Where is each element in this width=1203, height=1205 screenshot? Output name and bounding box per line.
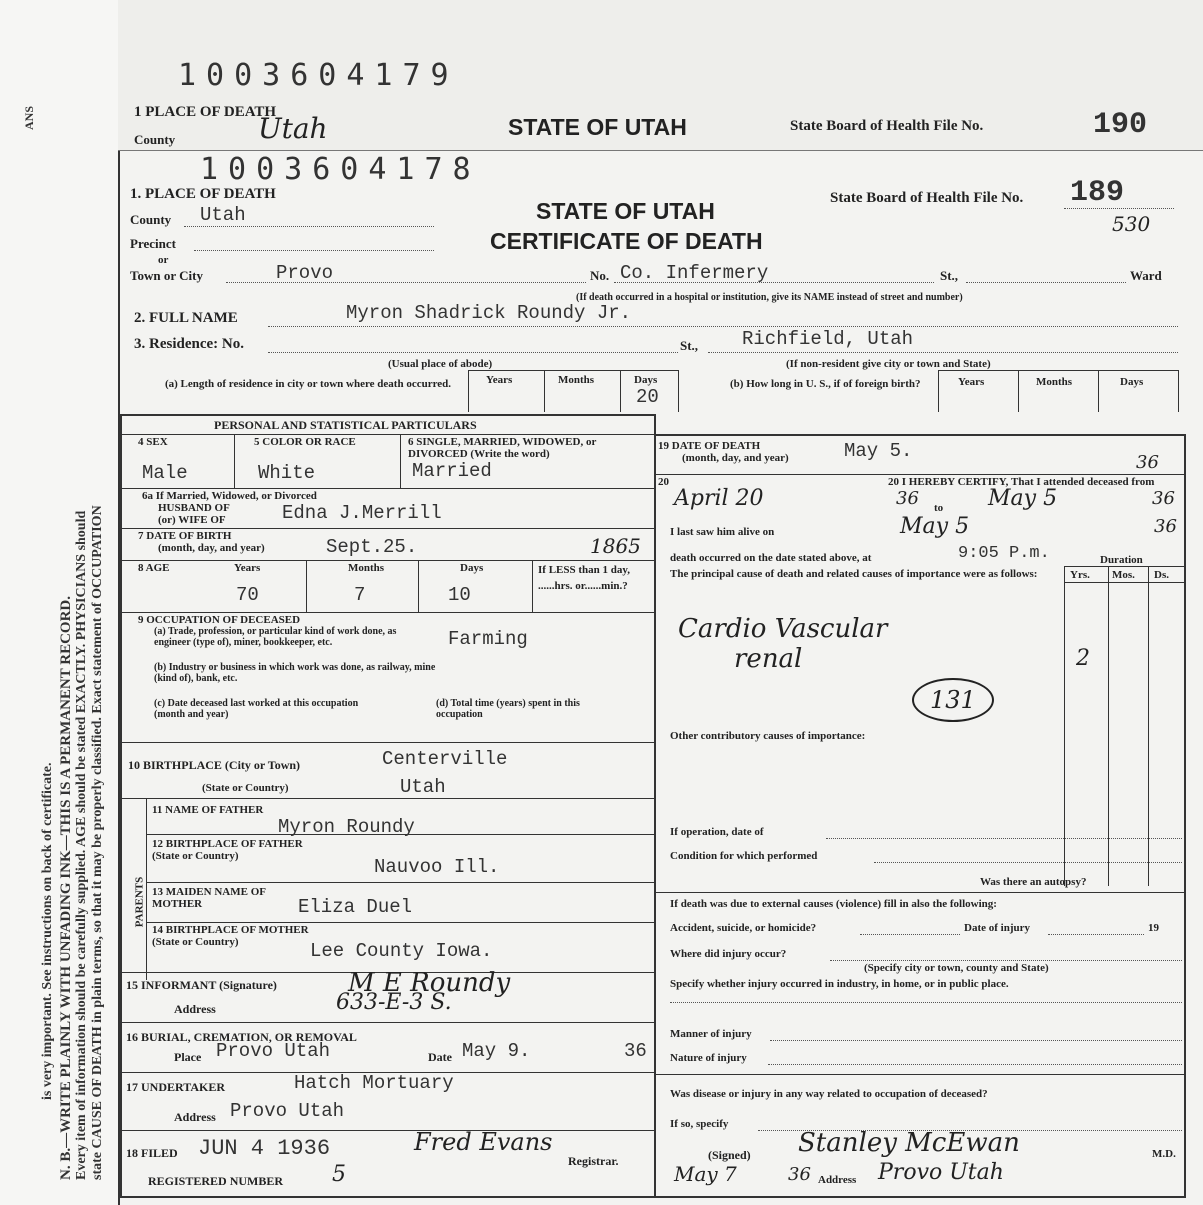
or-label: or [158, 254, 169, 266]
physician-address-label: Address [818, 1174, 857, 1186]
last-saw-year: 36 [1154, 516, 1177, 537]
instruction-line-2: Every item of information should be carefully supplied. AGE should be stated EXACTLY. PHYSICIANS should [74, 510, 89, 1180]
age-months-value: 7 [354, 584, 366, 606]
residence-months-label: Months [558, 374, 595, 386]
birthplace-state-value: Utah [400, 776, 446, 798]
undertaker-address-label: Address [174, 1110, 216, 1124]
marital-value: Married [412, 460, 492, 482]
back-file-label: State Board of Health File No. [790, 118, 984, 134]
principal-cause-label: The principal cause of death and related causes of importance were as follows: [670, 568, 1038, 580]
us-years-label: Years [958, 376, 985, 388]
back-certificate [118, 0, 1203, 151]
nature-label: Nature of injury [670, 1052, 747, 1064]
certify-label: 20 I HEREBY CERTIFY, That I attended deceased from [888, 476, 1155, 488]
residence-days-value: 20 [636, 386, 659, 408]
dod-label: 19 DATE OF DEATH [658, 440, 761, 452]
burial-place-label: Place [174, 1050, 202, 1064]
instruction-sidebar [0, 0, 120, 1205]
dob-year: 1865 [590, 534, 641, 558]
street-label: St., [940, 268, 959, 283]
hospital-note: (If death occurred in a hospital or institution, give its NAME instead of street and number) [576, 292, 963, 303]
occupation-c-label: (c) Date deceased last worked at this occupation (month and year) [154, 698, 359, 720]
edge-text: ANS [22, 105, 36, 130]
back-serial: 1003604179 [178, 58, 459, 93]
duration-yrs-label: Yrs. [1070, 569, 1090, 581]
parents-label: PARENTS [133, 876, 146, 928]
md-label: M.D. [1152, 1148, 1176, 1160]
injury-where-label: Where did injury occur? [670, 948, 787, 960]
us-days-label: Days [1120, 376, 1144, 388]
ward-label: Ward [1130, 268, 1162, 283]
attended-from: April 20 [674, 486, 764, 511]
back-county-value: Utah [258, 112, 328, 145]
usual-abode-note: (Usual place of abode) [388, 358, 493, 370]
mother-value: Eliza Duel [298, 896, 413, 918]
injury-date-label: Date of injury [964, 922, 1030, 934]
signed-label: (Signed) [708, 1148, 751, 1162]
occupation-label: 9 OCCUPATION OF DECEASED [138, 614, 301, 626]
full-name-label: 2. FULL NAME [134, 310, 238, 326]
full-name-value: Myron Shadrick Roundy Jr. [346, 302, 632, 324]
sex-label: 4 SEX [138, 436, 168, 448]
occupation-value: Farming [448, 628, 528, 650]
mother-label: 13 MAIDEN NAME OF MOTHER [152, 886, 266, 910]
death-time-label: death occurred on the date stated above, at [670, 552, 872, 564]
burial-date-value: May 9. [462, 1040, 531, 1062]
informant-address-label: Address [174, 1002, 216, 1016]
filed-label: 18 FILED [126, 1146, 178, 1160]
burial-year-value: 36 [624, 1040, 647, 1062]
condition-label: Condition for which performed [670, 850, 818, 862]
town-value: Provo [276, 262, 334, 284]
residence-years-label: Years [486, 374, 513, 386]
instruction-line-4: is very important. See instructions on back of certificate. [40, 762, 55, 1100]
file-extra: 530 [1112, 212, 1151, 236]
filed-value: JUN 4 1936 [198, 1136, 331, 1161]
back-section-label: 1 PLACE OF DEATH [134, 104, 277, 120]
injury-year: 19 [1148, 922, 1159, 934]
duration-mos-label: Mos. [1112, 569, 1135, 581]
no-label: No. [590, 268, 610, 283]
marital-label: 6 SINGLE, MARRIED, WIDOWED, or DIVORCED (Write the word) [408, 436, 597, 460]
autopsy-label: Was there an autopsy? [980, 876, 1087, 888]
age-years-value: 70 [236, 584, 259, 606]
dob-sub: (month, day, and year) [158, 542, 265, 554]
registrar-signature: Fred Evans [414, 1128, 553, 1156]
burial-place-value: Provo Utah [216, 1040, 331, 1062]
dod-year: 36 [1136, 452, 1159, 473]
informant-signature: M E Roundy [348, 968, 511, 998]
last-saw-label: I last saw him alive on [670, 526, 775, 538]
death-certificate [118, 150, 1203, 1205]
precinct-label: Precinct [130, 236, 176, 251]
duration-label: Duration [1100, 554, 1143, 566]
father-value: Myron Roundy [278, 816, 415, 838]
county-label: County [130, 212, 172, 227]
dob-label: 7 DATE OF BIRTH [138, 530, 232, 542]
age-days-value: 10 [448, 584, 471, 606]
cause-code: 131 [912, 678, 994, 722]
if-so-label: If so, specify [670, 1118, 729, 1130]
signed-year: 36 [788, 1164, 811, 1185]
cause-line-1: Cardio Vascular [678, 614, 888, 644]
registrar-label: Registrar. [568, 1154, 619, 1168]
cause-duration: 2 [1076, 646, 1090, 671]
registered-number-label: REGISTERED NUMBER [148, 1174, 284, 1188]
us-length-label: (b) How long in U. S., if of foreign birth? [730, 378, 921, 390]
father-birthplace-value: Nauvoo Ill. [374, 856, 500, 878]
medical-certificate-box [654, 434, 1186, 1198]
undertaker-address-value: Provo Utah [230, 1100, 345, 1122]
signed-date: May 7 [674, 1162, 737, 1186]
residence-length-label: (a) Length of residence in city or town where death occurred. [164, 378, 452, 390]
spouse-label-3: (or) WIFE OF [158, 514, 226, 526]
dod-sub: (month, day, and year) [682, 452, 789, 464]
dob-value: Sept.25. [326, 536, 418, 558]
dod-value: May 5. [844, 440, 913, 462]
age-months-label: Months [348, 562, 385, 574]
burial-label: 16 BURIAL, CREMATION, OR REMOVAL [126, 1030, 357, 1044]
physician-signature: Stanley McEwan [798, 1128, 1020, 1158]
less-than-day-label: If LESS than 1 day, ......hrs. or......min.? [538, 564, 631, 592]
death-time-value: 9:05 P.m. [958, 544, 1050, 563]
attended-to: May 5 [988, 486, 1058, 511]
instruction-main: N. B.—WRITE PLAINLY WITH UNFADING INK—THIS IS A PERMANENT RECORD. [58, 596, 74, 1180]
father-birthplace-label: 12 BIRTHPLACE OF FATHER (State or Country) [152, 838, 303, 862]
mother-birthplace-value: Lee County Iowa. [310, 940, 493, 962]
residence-days-label: Days [634, 374, 658, 386]
occupation-b-label: (b) Industry or business in which work was done, as railway, mine (kind of), bank, etc. [154, 662, 436, 684]
residence-st-label: St., [680, 338, 699, 353]
birthplace-value: Centerville [382, 748, 508, 770]
contributory-label: Other contributory causes of importance: [670, 730, 866, 742]
spouse-value: Edna J.Merrill [282, 502, 442, 524]
residence-label: 3. Residence: No. [134, 336, 244, 352]
occupation-a-label: (a) Trade, profession, or particular kind of work done, as engineer (type of), miner, bookkeeper, etc. [154, 626, 397, 648]
back-file-number: 190 [1093, 108, 1148, 142]
age-years-label: Years [234, 562, 261, 574]
undertaker-label: 17 UNDERTAKER [126, 1080, 226, 1094]
color-value: White [258, 462, 316, 484]
certificate-serial: 1003604178 [200, 152, 481, 187]
residence-value: Richfield, Utah [742, 328, 914, 350]
to-label: to [934, 502, 944, 514]
informant-label: 15 INFORMANT (Signature) [126, 978, 277, 992]
accident-label: Accident, suicide, or homicide? [670, 922, 817, 934]
us-months-label: Months [1036, 376, 1073, 388]
informant-address-value: 633-E-3 S. [336, 990, 452, 1015]
town-label: Town or City [130, 268, 203, 283]
birthplace-label: 10 BIRTHPLACE (City or Town) [128, 758, 301, 772]
cause-line-2: renal [734, 644, 803, 674]
last-saw-value: May 5 [900, 514, 970, 539]
certificate-title: CERTIFICATE OF DEATH [490, 228, 763, 254]
registered-number-value: 5 [332, 1162, 346, 1187]
spouse-label-2: HUSBAND OF [158, 502, 230, 514]
certify-number: 20 [658, 476, 669, 488]
father-label: 11 NAME OF FATHER [152, 804, 264, 816]
attended-to-year: 36 [1152, 488, 1175, 509]
color-label: 5 COLOR OR RACE [254, 436, 356, 448]
attended-from-year: 36 [896, 488, 919, 509]
disease-occupation-label: Was disease or injury in any way related to occupation of deceased? [670, 1088, 988, 1100]
spouse-label-1: 6a If Married, Widowed, or Divorced [142, 490, 317, 502]
manner-label: Manner of injury [670, 1028, 752, 1040]
back-county-label: County [134, 132, 176, 147]
birthplace-state-label: (State or Country) [202, 782, 289, 794]
institution-value: Co. Infermery [620, 262, 769, 284]
state-title: STATE OF UTAH [536, 198, 715, 224]
operation-label: If operation, date of [670, 826, 764, 838]
back-state-title: STATE OF UTAH [508, 114, 687, 140]
file-number: 189 [1070, 176, 1125, 210]
age-label: 8 AGE [138, 562, 170, 574]
county-value: Utah [200, 204, 246, 226]
occupation-d-label: (d) Total time (years) spent in this occupation [436, 698, 580, 720]
external-causes-label: If death was due to external causes (violence) fill in also the following: [670, 898, 997, 910]
mother-birthplace-label: 14 BIRTHPLACE OF MOTHER (State or Country) [152, 924, 309, 948]
physician-address-value: Provo Utah [878, 1160, 1004, 1185]
sex-value: Male [142, 462, 188, 484]
undertaker-value: Hatch Mortuary [294, 1072, 454, 1094]
nonresident-note: (If non-resident give city or town and State) [786, 358, 991, 370]
age-days-label: Days [460, 562, 484, 574]
place-of-death-label: 1. PLACE OF DEATH [130, 186, 276, 202]
injury-where-sub: (Specify city or town, county and State) [864, 962, 1049, 974]
burial-date-label: Date [428, 1050, 452, 1064]
file-number-label: State Board of Health File No. [830, 190, 1024, 206]
instruction-line-3: state CAUSE OF DEATH in plain terms, so that it may be properly classified. Exact statement of OCCUPATION [90, 505, 105, 1180]
duration-ds-label: Ds. [1154, 569, 1169, 581]
injury-specify-label: Specify whether injury occurred in industry, in home, or in public place. [670, 978, 1009, 990]
personal-particulars-header: PERSONAL AND STATISTICAL PARTICULARS [214, 418, 477, 432]
